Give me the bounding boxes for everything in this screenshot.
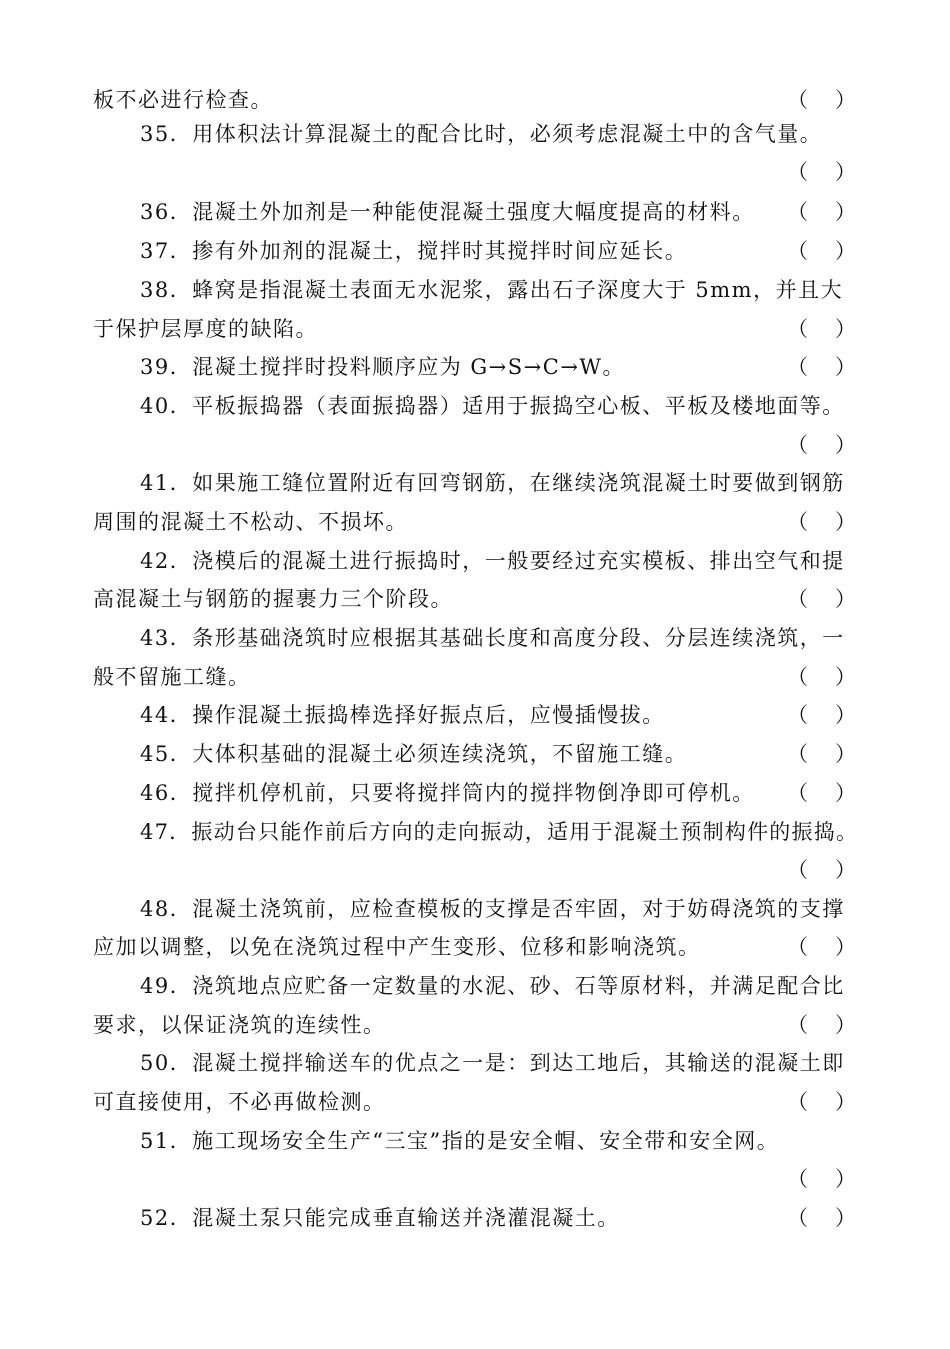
text-line — [0, 662, 950, 692]
text-line — [0, 778, 950, 808]
question-text: 45．大体积基础的混凝土必须连续浇筑，不留施工缝。 — [140, 742, 688, 766]
bracket-close: ） — [835, 1013, 856, 1037]
bracket-close: ） — [835, 1206, 856, 1230]
text-line — [0, 236, 950, 266]
text-line — [0, 119, 950, 149]
text-line — [0, 739, 950, 769]
question-text: 49．浇筑地点应贮备一定数量的水泥、砂、石等原材料，并满足配合比 — [140, 974, 845, 998]
bracket-open: （ — [787, 742, 808, 766]
text-line — [0, 623, 950, 653]
bracket-close: ） — [835, 781, 856, 805]
bracket-open: （ — [787, 433, 808, 457]
bracket-close: ） — [835, 433, 856, 457]
question-text: 46．搅拌机停机前，只要将搅拌筒内的搅拌物倒净即可停机。 — [140, 781, 755, 805]
text-line — [0, 85, 950, 115]
text-line — [0, 430, 950, 460]
question-text: 52．混凝土泵只能完成垂直输送并浇灌混凝土。 — [140, 1206, 620, 1230]
text-line — [0, 546, 950, 576]
question-text: 42．浇模后的混凝土进行振捣时，一般要经过充实模板、排出空气和提 — [140, 549, 845, 573]
bracket-close: ） — [835, 317, 856, 341]
bracket-close: ） — [835, 200, 856, 224]
text-line — [0, 507, 950, 537]
text-line — [0, 352, 950, 382]
bracket-open: （ — [787, 1013, 808, 1037]
text-line — [0, 700, 950, 730]
bracket-open: （ — [787, 587, 808, 611]
bracket-close: ） — [835, 160, 856, 184]
question-text: 38．蜂窝是指混凝土表面无水泥浆，露出石子深度大于 5mm，并且大 — [140, 278, 844, 302]
question-text: 50．混凝土搅拌输送车的优点之一是：到达工地后，其输送的混凝土即 — [140, 1051, 845, 1075]
bracket-close: ） — [835, 935, 856, 959]
text-line — [0, 157, 950, 187]
bracket-open: （ — [787, 160, 808, 184]
text-line — [0, 1164, 950, 1194]
text-line — [0, 197, 950, 227]
bracket-open: （ — [787, 858, 808, 882]
bracket-open: （ — [787, 703, 808, 727]
bracket-open: （ — [787, 355, 808, 379]
question-text: 41．如果施工缝位置附近有回弯钢筋，在继续浇筑混凝土时要做到钢筋 — [140, 471, 845, 495]
text-line — [0, 894, 950, 924]
text-line — [0, 468, 950, 498]
text-line — [0, 314, 950, 344]
text-line — [0, 971, 950, 1001]
question-text: 51．施工现场安全生产“三宝”指的是安全帽、安全带和安全网。 — [140, 1129, 780, 1153]
text-line — [0, 932, 950, 962]
bracket-open: （ — [787, 1090, 808, 1114]
question-text: 周围的混凝土不松动、不损坏。 — [93, 510, 408, 534]
question-text: 43．条形基础浇筑时应根据其基础长度和高度分段、分层连续浇筑，一 — [140, 626, 845, 650]
question-text: 39．混凝土搅拌时投料顺序应为 G→S→C→W。 — [140, 355, 625, 379]
question-text: 般不留施工缝。 — [93, 665, 251, 689]
bracket-close: ） — [835, 1090, 856, 1114]
bracket-open: （ — [787, 317, 808, 341]
question-text: 板不必进行检查。 — [93, 88, 273, 112]
bracket-close: ） — [835, 742, 856, 766]
bracket-open: （ — [787, 1206, 808, 1230]
bracket-open: （ — [787, 510, 808, 534]
text-line — [0, 391, 950, 421]
bracket-open: （ — [787, 935, 808, 959]
question-text: 48．混凝土浇筑前，应检查模板的支撑是否牢固，对于妨碍浇筑的支撑 — [140, 897, 845, 921]
text-line — [0, 1203, 950, 1233]
question-text: 37．掺有外加剂的混凝土，搅拌时其搅拌时间应延长。 — [140, 239, 688, 263]
question-text: 要求，以保证浇筑的连续性。 — [93, 1013, 386, 1037]
bracket-close: ） — [835, 665, 856, 689]
bracket-close: ） — [835, 858, 856, 882]
bracket-open: （ — [787, 665, 808, 689]
question-text: 47．振动台只能作前后方向的走向振动，适用于混凝土预制构件的振捣。 — [140, 820, 859, 844]
bracket-open: （ — [787, 239, 808, 263]
question-text: 可直接使用，不必再做检测。 — [93, 1090, 386, 1114]
bracket-open: （ — [787, 1167, 808, 1191]
text-line — [0, 817, 950, 847]
text-line — [0, 584, 950, 614]
text-line — [0, 275, 950, 305]
text-line — [0, 1010, 950, 1040]
bracket-close: ） — [835, 510, 856, 534]
bracket-open: （ — [787, 88, 808, 112]
text-line — [0, 855, 950, 885]
bracket-close: ） — [835, 355, 856, 379]
bracket-close: ） — [835, 703, 856, 727]
text-line — [0, 1087, 950, 1117]
bracket-close: ） — [835, 239, 856, 263]
question-text: 40．平板振捣器（表面振捣器）适用于振捣空心板、平板及楼地面等。 — [140, 394, 845, 418]
question-text: 36．混凝土外加剂是一种能使混凝土强度大幅度提高的材料。 — [140, 200, 755, 224]
question-text: 35．用体积法计算混凝土的配合比时，必须考虑混凝土中的含气量。 — [140, 122, 823, 146]
question-text: 应加以调整，以免在浇筑过程中产生变形、位移和影响浇筑。 — [93, 935, 701, 959]
question-text: 44．操作混凝土振捣棒选择好振点后，应慢插慢拔。 — [140, 703, 665, 727]
bracket-close: ） — [835, 1167, 856, 1191]
bracket-close: ） — [835, 88, 856, 112]
text-line — [0, 1126, 950, 1156]
bracket-open: （ — [787, 200, 808, 224]
text-line — [0, 1048, 950, 1078]
bracket-close: ） — [835, 587, 856, 611]
question-text: 高混凝土与钢筋的握裹力三个阶段。 — [93, 587, 453, 611]
bracket-open: （ — [787, 781, 808, 805]
question-text: 于保护层厚度的缺陷。 — [93, 317, 318, 341]
